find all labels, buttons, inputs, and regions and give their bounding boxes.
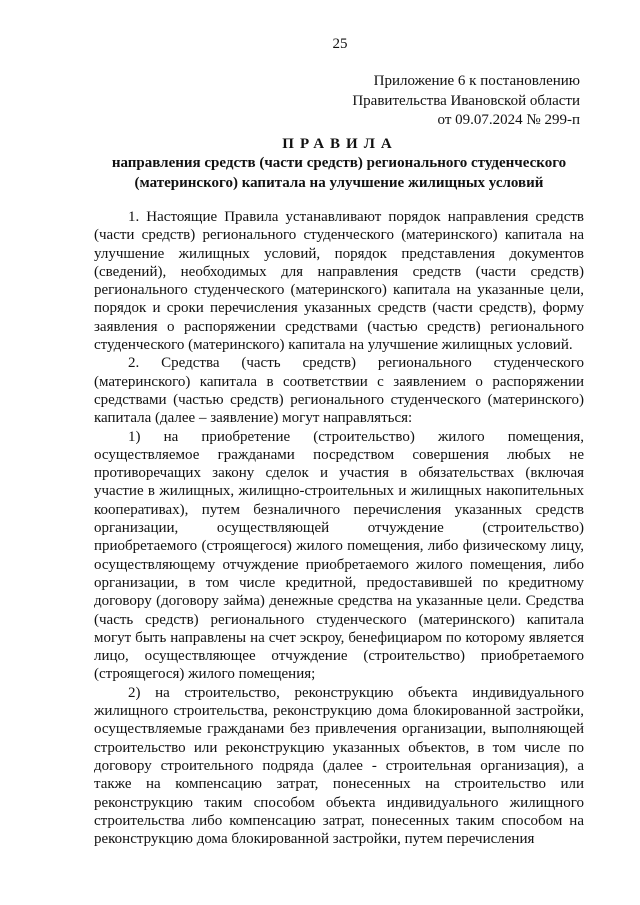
document-body bbox=[94, 208, 584, 848]
paragraph: 1) на приобретение (строительство) жилого помещения, осуществляемое гражданами посредством совершения любых не противоречащих закону сделок и участия в обязательствах (включая участие в жилищных, жилищно-строительных и жилищных накопительных кооперативах), путем безналичного перечисления указанных средств организации, осуществляющей отчуждение (строительство) приобретаемого (строящегося) жилого помещения, либо физическому лицу, осуществляющему отчуждение приобретаемого жилого помещения, либо организации, в том числе кредитной, предоставившей по кредитному договору (договору займа) денежные средства на указанные цели. Средства (часть средств) регионального студенческого (материнского) капитала могут быть направлены на счет эскроу, бенефициаром по которому является лицо, осуществляющее отчуждение (строительство) приобретаемого (строящегося) жилого помещения; bbox=[94, 428, 584, 683]
appendix-line: Приложение 6 к постановлению bbox=[373, 73, 580, 89]
paragraph: 2) на строительство, реконструкцию объекта индивидуального жилищного строительства, реконструкцию дома блокированной застройки, осуществляемые гражданами без привлечения организации, выполняющей строительство или реконструкцию указанных объектов, в том числе по договору строительного подряда (далее - строительная организация), а также на компенсацию затрат, понесенных на строительство или реконструкцию таким способом объекта индивидуального жилищного строительства либо компенсацию затрат, понесенных таким способом на реконструкцию дома блокированной застройки, путем перечисления bbox=[94, 684, 584, 848]
appendix-line: Правительства Ивановской области bbox=[352, 92, 580, 109]
appendix-reference bbox=[280, 72, 580, 131]
paragraph: 2. Средства (часть средств) регионального студенческого (материнского) капитала в соответствии с заявлением о распоряжении средствами (частью средств) регионального студенческого (материнского) капитала (далее – заявление) могут направляться: bbox=[94, 355, 584, 427]
paragraph: 1. Настоящие Правила устанавливают порядок направления средств (части средств) регионального студенческого (материнского) капитала на улучшение жилищных условий, порядок представления документов (сведений), необходимых для направления средств (части средств) регионального студенческого (материнского) капитала на указанные цели, порядок и сроки перечисления указанных средств (части средств), форму заявления о распоряжении средствами (частью средств) регионального студенческого (материнского) капитала на улучшение жилищных условий. bbox=[94, 209, 584, 354]
page-number: 25 bbox=[332, 36, 348, 52]
appendix-line: от 09.07.2024 № 299-п bbox=[437, 112, 580, 128]
document-subtitle: направления средств (части средств) регионального студенческого (материнского) капитала на улучшение жилищных условий bbox=[111, 155, 567, 191]
document-title: ПРАВИЛА bbox=[282, 136, 398, 152]
